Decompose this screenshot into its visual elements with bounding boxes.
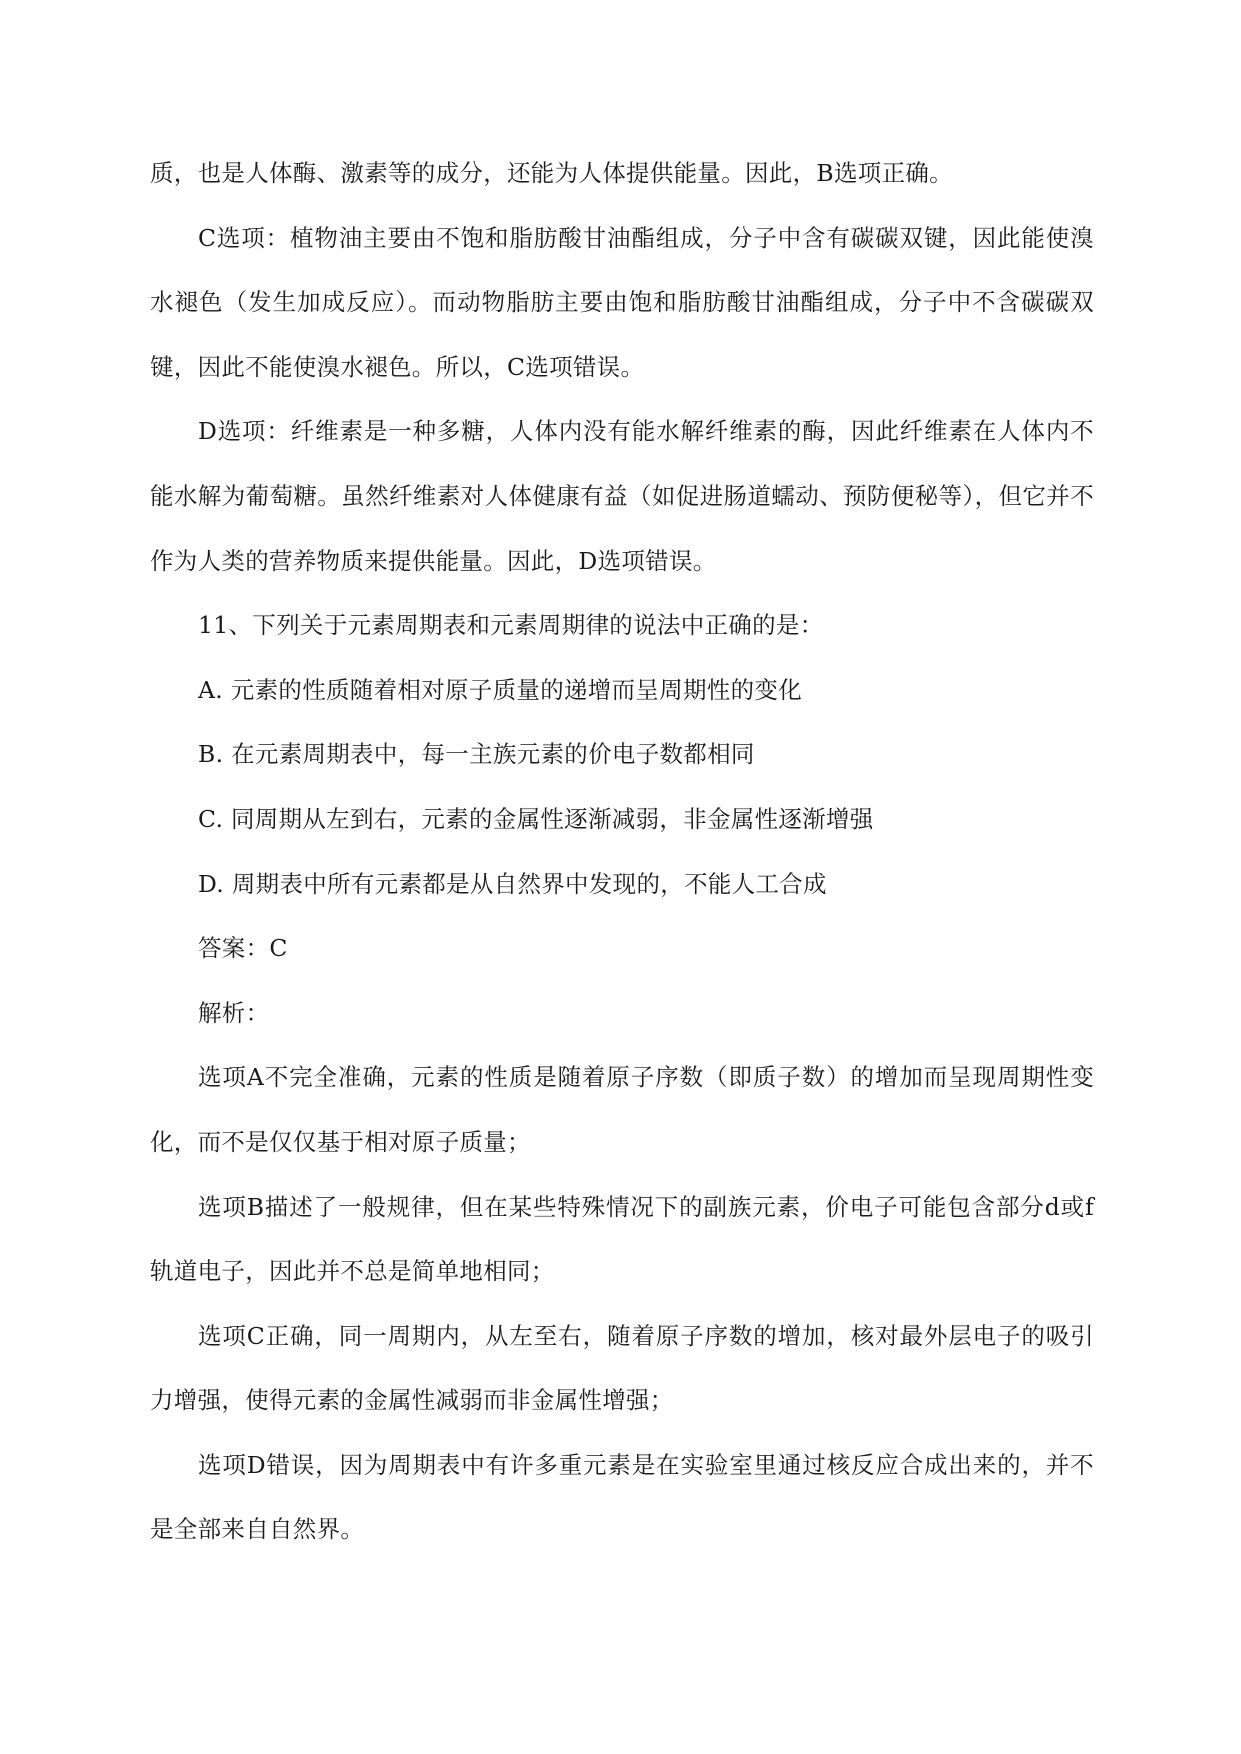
question-11-answer: 答案：C — [198, 934, 288, 963]
analysis-option-c: 选项C正确，同一周期内，从左至右，随着原子序数的增加，核对最外层电子的吸引力增强，使得元素的金属性减弱而非金属性增强； — [150, 1321, 1094, 1415]
question-11-stem: 11、下列关于元素周期表和元素周期律的说法中正确的是： — [198, 611, 824, 640]
analysis-option-d: 选项D错误，因为周期表中有许多重元素是在实验室里通过核反应合成出来的，并不是全部来自自然界。 — [150, 1450, 1094, 1544]
paragraph-c-option-analysis: C选项：植物油主要由不饱和脂肪酸甘油酯组成，分子中含有碳碳双键，因此能使溴水褪色（发生加成反应）。而动物脂肪主要由饱和脂肪酸甘油酯组成，分子中不含碳碳双键，因此不能使溴水褪色。所以，C选项错误。 — [150, 223, 1094, 381]
question-11-option-d: D. 周期表中所有元素都是从自然界中发现的，不能人工合成 — [198, 869, 827, 898]
paragraph-b-option-conclusion: 质，也是人体酶、激素等的成分，还能为人体提供能量。因此，B选项正确。 — [150, 159, 953, 187]
analysis-option-a: 选项A不完全准确，元素的性质是随着原子序数（即质子数）的增加而呈现周期性变化，而不是仅仅基于相对原子质量； — [150, 1063, 1094, 1156]
question-11-option-a: A. 元素的性质随着相对原子质量的递增而呈周期性的变化 — [198, 675, 803, 704]
question-11-option-b: B. 在元素周期表中，每一主族元素的价电子数都相同 — [198, 740, 755, 769]
document-body — [150, 141, 1094, 1562]
question-11-option-c: C. 同周期从左到右，元素的金属性逐渐减弱，非金属性逐渐增强 — [198, 804, 874, 833]
paragraph-d-option-analysis: D选项：纤维素是一种多糖，人体内没有能水解纤维素的酶，因此纤维素在人体内不能水解为葡萄糖。虽然纤维素对人体健康有益（如促进肠道蠕动、预防便秘等），但它并不作为人类的营养物质来提供能量。因此，D选项错误。 — [150, 417, 1094, 575]
question-11-analysis-heading: 解析： — [198, 998, 270, 1027]
analysis-option-b: 选项B描述了一般规律，但在某些特殊情况下的副族元素，价电子可能包含部分d或f轨道电子，因此并不总是简单地相同； — [150, 1192, 1094, 1286]
